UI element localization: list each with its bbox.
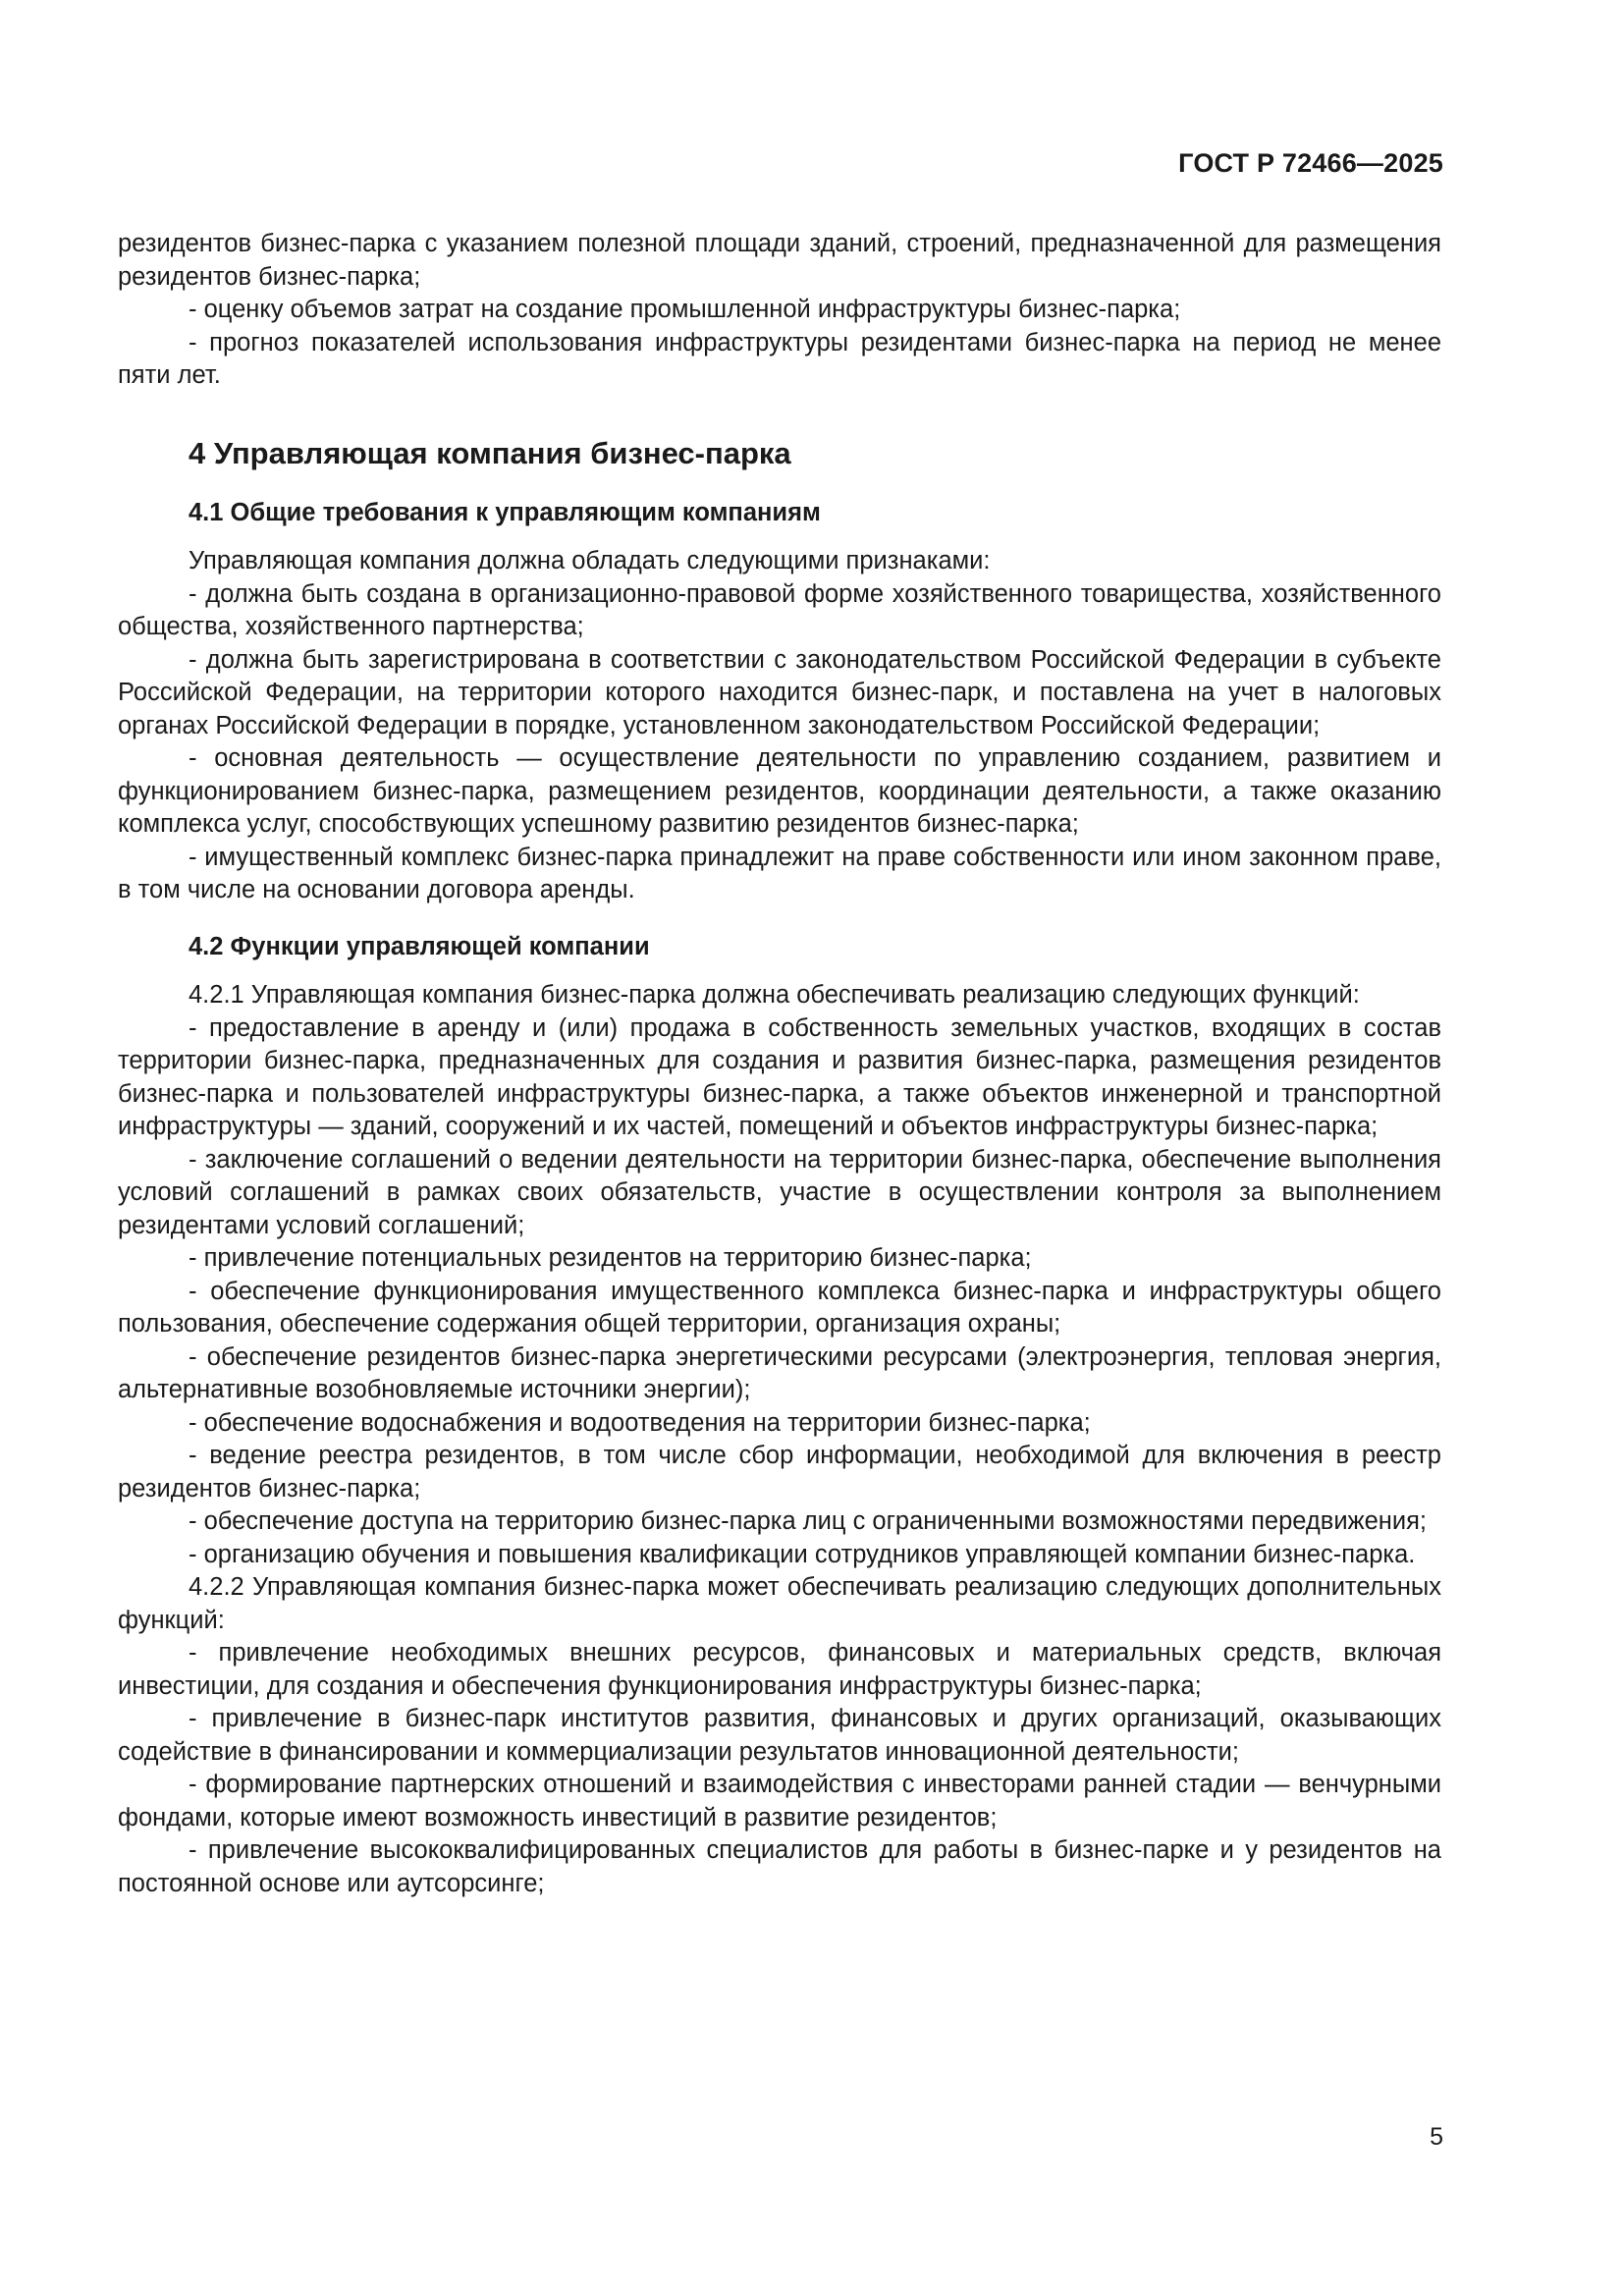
document-header-id: ГОСТ Р 72466—2025 <box>1178 148 1443 178</box>
list-item: - организацию обучения и повышения квалификации сотрудников управляющей компании бизнес-парка. <box>189 1540 1416 1568</box>
list-item: - формирование партнерских отношений и взаимодействия с инвесторами ранней стадии — венчурными фондами, которые имеют возможность инвестиций в развитие резидентов; <box>118 1771 1441 1831</box>
subsection-heading-4-1: 4.1 Общие требования к управляющим компаниям <box>189 498 821 526</box>
paragraph: 4.2.2 Управляющая компания бизнес-парка может обеспечивать реализацию следующих дополнительных функций: <box>118 1573 1441 1634</box>
list-item: - обеспечение доступа на территорию бизнес-парка лиц с ограниченными возможностями передвижения; <box>189 1507 1428 1535</box>
page-content <box>118 228 1441 1900</box>
list-item: - обеспечение резидентов бизнес-парка энергетическими ресурсами (электроэнергия, тепловая энергия, альтернативные возобновляемые источники энергии); <box>118 1342 1441 1403</box>
list-item: - ведение реестра резидентов, в том числе сбор информации, необходимой для включения в реестр резидентов бизнес-парка; <box>118 1442 1441 1503</box>
list-item: - прогноз показателей использования инфраструктуры резидентами бизнес-парка на период не менее пяти лет. <box>118 328 1441 389</box>
list-item: - должна быть зарегистрирована в соответствии с законодательством Российской Федерации в субъекте Российской Федерации, на территории которого находится бизнес-парк, и поставлена на учет в налоговых органах Российской Федерации в порядке, установленном законодательством Российской Федерации; <box>118 645 1441 739</box>
list-item: - привлечение потенциальных резидентов на территорию бизнес-парка; <box>189 1244 1032 1272</box>
list-item: - обеспечение функционирования имущественного комплекса бизнес-парка и инфраструктуры общего пользования, обеспечение содержания общей территории, организация охраны; <box>118 1277 1441 1338</box>
page-number: 5 <box>1430 2123 1443 2151</box>
list-item: - обеспечение водоснабжения и водоотведения на территории бизнес-парка; <box>189 1408 1091 1437</box>
subsection-heading-4-2: 4.2 Функции управляющей компании <box>189 932 650 960</box>
paragraph: резидентов бизнес-парка с указанием полезной площади зданий, строений, предназначенной для размещения резидентов бизнес-парка; <box>118 230 1441 291</box>
list-item: - должна быть создана в организационно-правовой форме хозяйственного товарищества, хозяйственного общества, хозяйственного партнерства; <box>118 579 1441 640</box>
list-item: - основная деятельность — осуществление деятельности по управлению созданием, развитием и функционированием бизнес-парка, размещением резидентов, координации деятельности, а также оказанию комплекса услуг, способствующих успешному развитию резидентов бизнес-парка; <box>118 744 1441 838</box>
list-item: - привлечение в бизнес-парк институтов развития, финансовых и других организаций, оказывающих содействие в финансировании и коммерциализации результатов инновационной деятельности; <box>118 1705 1441 1766</box>
section-heading-4: 4 Управляющая компания бизнес-парка <box>189 435 791 470</box>
list-item: - заключение соглашений о ведении деятельности на территории бизнес-парка, обеспечение выполнения условий соглашений в рамках своих обязательств, участие в осуществлении контроля за выполнением резидентами условий соглашений; <box>118 1145 1441 1239</box>
paragraph: Управляющая компания должна обладать следующими признаками: <box>189 547 991 574</box>
list-item: - предоставление в аренду и (или) продажа в собственность земельных участков, входящих в состав территории бизнес-парка, предназначенных для создания и развития бизнес-парка, размещения резидентов бизнес-парка и пользователей инфраструктуры бизнес-парка, а также объектов инженерной и транспортной инфраструктуры — зданий, сооружений и их частей, помещений и объектов инфраструктуры бизнес-парка; <box>118 1013 1441 1140</box>
list-item: - привлечение высококвалифицированных специалистов для работы в бизнес-парке и у резидентов на постоянной основе или аутсорсинге; <box>118 1836 1441 1897</box>
list-item: - привлечение необходимых внешних ресурсов, финансовых и материальных средств, включая инвестиции, для создания и обеспечения функционирования инфраструктуры бизнес-парка; <box>118 1639 1441 1700</box>
paragraph: 4.2.1 Управляющая компания бизнес-парка должна обеспечивать реализацию следующих функций: <box>189 981 1360 1009</box>
list-item: - оценку объемов затрат на создание промышленной инфраструктуры бизнес-парка; <box>189 296 1181 323</box>
list-item: - имущественный комплекс бизнес-парка принадлежит на праве собственности или ином законном праве, в том числе на основании договора аренды. <box>118 843 1441 903</box>
